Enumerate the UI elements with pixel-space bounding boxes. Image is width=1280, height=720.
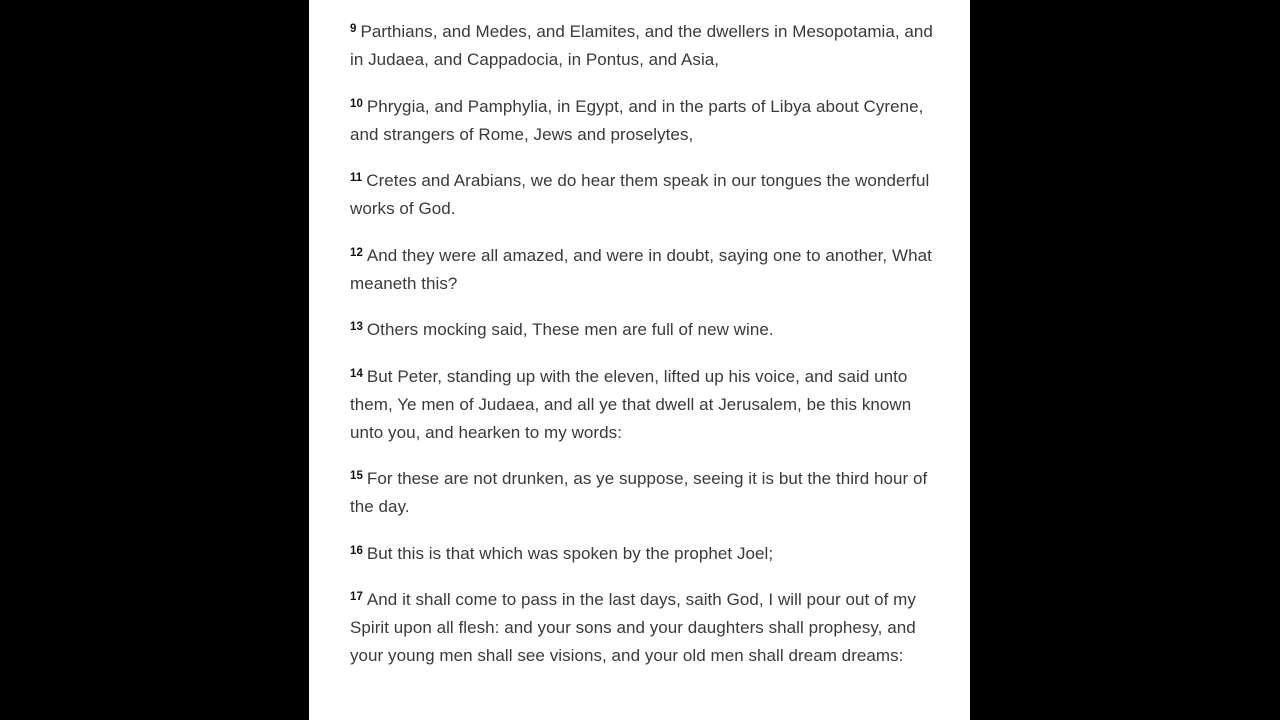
verse-text: Cretes and Arabians, we do hear them speak in our tongues the wonderful works of God. [350,171,930,218]
verse-16 [350,540,940,568]
verse-number: 13 [350,321,363,333]
verse-10 [350,93,940,149]
verse-number: 10 [350,97,363,110]
verse-text: Parthians, and Medes, and Elamites, and the dwellers in Mesopotamia, and in Judaea, and Cappadocia, in Pontus, and Asia, [350,22,933,69]
verse-17 [350,586,940,670]
verse-14 [350,363,940,447]
verse-number: 9 [350,23,357,35]
verse-text: Others mocking said, These men are full of new wine. [366,320,774,339]
verse-number: 14 [350,367,363,380]
verse-9 [350,18,940,74]
verse-15 [350,465,940,521]
verse-list [350,18,940,689]
verse-number: 11 [350,172,363,184]
verse-number: 16 [350,544,363,557]
verse-number: 17 [350,591,363,603]
verse-11 [350,167,940,223]
verse-text: But this is that which was spoken by the prophet Joel; [366,543,774,563]
document-page [309,0,970,720]
verse-text: For these are not drunken, as ye suppose, seeing it is but the third hour of the day. [350,469,928,516]
verse-13 [350,316,940,344]
verse-number: 12 [350,246,363,259]
verse-number: 15 [350,470,363,482]
verse-12 [350,242,940,298]
verse-text: And they were all amazed, and were in doubt, saying one to another, What meaneth this? [350,245,932,293]
verse-text: Phrygia, and Pamphylia, in Egypt, and in the parts of Libya about Cyrene, and strangers of Rome, Jews and proselytes, [350,96,924,144]
verse-text: But Peter, standing up with the eleven, lifted up his voice, and said unto them, Ye men of Judaea, and all ye that dwell at Jerusalem, be this known unto you, and hearken to my words: [350,366,912,442]
verse-text: And it shall come to pass in the last days, saith God, I will pour out of my Spirit upon all flesh: and your sons and your daughters shall prophesy, and your young men shall see visions, and your old men shall dream dreams: [350,590,916,665]
